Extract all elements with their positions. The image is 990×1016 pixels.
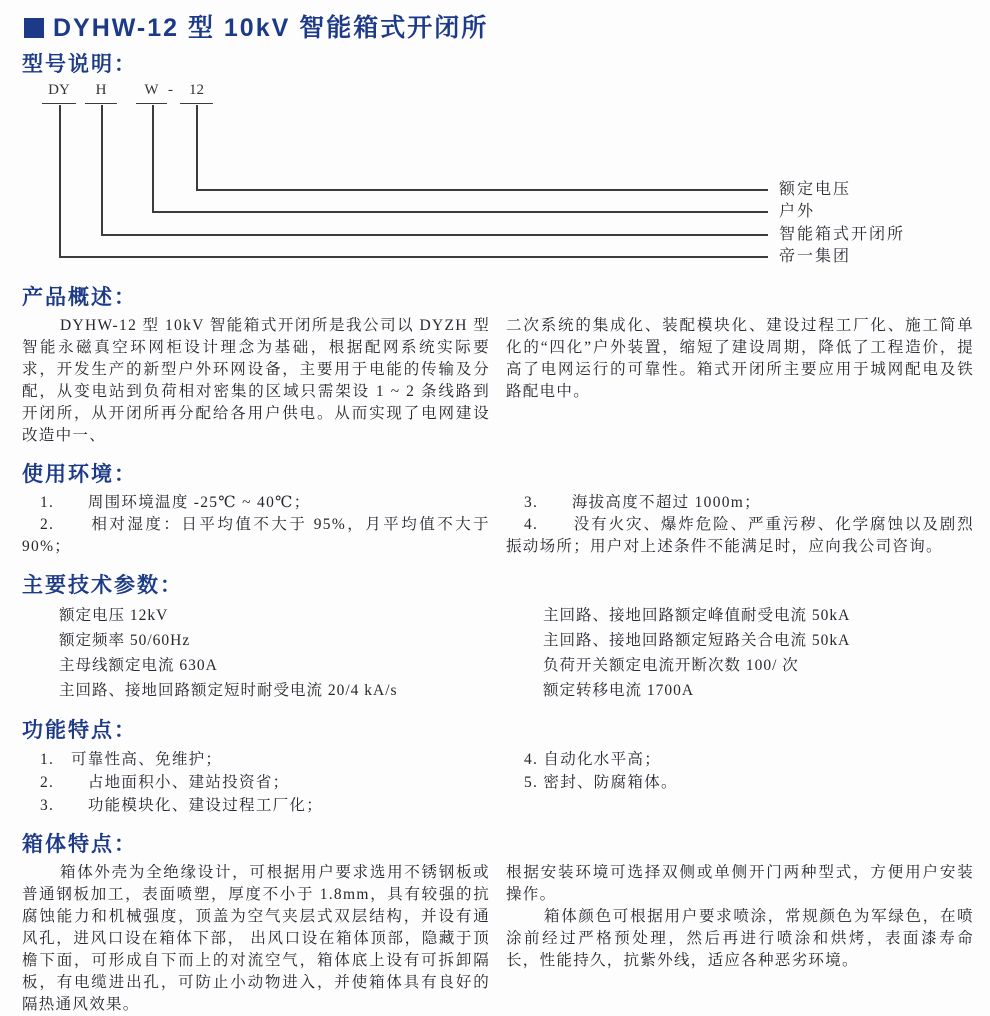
environment-right-column: [506, 492, 974, 558]
cabinet-right-column: [506, 862, 974, 1016]
section-environment: [22, 462, 974, 558]
section-heading-model-explanation: 型号说明：: [22, 52, 137, 76]
diagram-hline-switching-station: [101, 234, 768, 236]
diagram-vline-h: [101, 105, 103, 234]
model-label-group: 帝一集团: [779, 248, 852, 265]
feature-item-4: 4. 自动化水平高；: [524, 751, 662, 768]
model-segment-dash: -: [168, 82, 173, 98]
model-code-diagram: [22, 82, 974, 270]
section-heading-features: 功能特点：: [22, 718, 137, 742]
model-label-rated-voltage: 额定电压: [779, 181, 852, 198]
model-segment-w: W: [136, 82, 167, 104]
section-parameters: [22, 573, 974, 703]
diagram-vline-12: [196, 105, 198, 189]
section-heading-parameters: 主要技术参数：: [22, 573, 183, 597]
parameter-rated-voltage: 额定电压 12kV: [59, 607, 169, 624]
page-header: [24, 14, 974, 42]
diagram-hline-outdoor: [152, 211, 768, 213]
feature-item-5: 5. 密封、防腐箱体。: [524, 774, 678, 791]
features-right-column: [506, 748, 974, 817]
diagram-hline-group: [59, 256, 768, 258]
model-label-switching-station: 智能箱式开闭所: [779, 226, 906, 243]
section-heading-cabinet: 箱体特点：: [22, 832, 137, 856]
environment-item-3: 3. 海拔高度不超过 1000m；: [524, 494, 761, 511]
overview-right-column: [506, 315, 974, 447]
environment-item-1: 1. 周围环境温度 -25℃ ~ 40℃；: [40, 494, 311, 511]
environment-item-4: 4. 没有火灾、爆炸危险、严重污秽、化学腐蚀以及剧烈振动场所；用户对上述条件不能满足时，应向我公司咨询。: [506, 516, 974, 555]
cabinet-right-paragraph-1: 根据安装环境可选择双侧或单侧开门两种型式，方便用户安装操作。: [506, 864, 974, 903]
overview-right-paragraph: 二次系统的集成化、装配模块化、建设过程工厂化、施工简单化的“四化”户外装置，缩短了建设周期，降低了工程造价，提高了电网运行的可靠性。箱式开闭所主要应用于城网配电及铁路配电中。: [506, 317, 974, 400]
feature-item-3: 3. 功能模块化、建设过程工厂化；: [40, 797, 324, 814]
parameters-left-column: [22, 603, 490, 703]
section-heading-overview: 产品概述：: [22, 285, 137, 309]
overview-left-paragraph: DYHW-12 型 10kV 智能箱式开闭所是我公司以 DYZH 型智能永磁真空环网柜设计理念为基础，根据配网系统实际要求，开发生产的新型户外环网设备，主要用于电能的传输及分配，从变电站到负荷相对密集的区域只需架设 1 ~ 2 条线路到开闭所，从开闭所再分配给各用户供电。从而实现了电网建设改造中一、: [22, 317, 490, 444]
parameter-busbar-current: 主母线额定电流 630A: [59, 657, 218, 674]
parameter-transfer-current: 额定转移电流 1700A: [543, 682, 695, 699]
model-segment-12: 12: [180, 82, 213, 104]
model-segment-h: H: [85, 82, 117, 104]
parameter-short-time-withstand: 主回路、接地回路额定短时耐受电流 20/4 kA/s: [59, 682, 398, 699]
overview-left-column: [22, 315, 490, 447]
parameter-short-circuit-making: 主回路、接地回路额定短路关合电流 50kA: [543, 632, 851, 649]
environment-left-column: [22, 492, 490, 558]
feature-item-1: 1. 可靠性高、免维护；: [40, 751, 223, 768]
cabinet-right-paragraph-2: 箱体颜色可根据用户要求喷涂，常规颜色为军绿色，在喷涂前经过严格预处理，然后再进行喷涂和烘烤，表面漆寿命长，性能持久，抗紫外线，适应各种恶劣环境。: [506, 908, 974, 969]
page-title: DYHW-12 型 10kV 智能箱式开闭所: [53, 14, 489, 42]
model-label-outdoor: 户外: [779, 203, 816, 220]
environment-item-2: 2. 相对湿度：日平均值不大于 95%，月平均值不大于 90%；: [22, 516, 490, 555]
cabinet-left-column: [22, 862, 490, 1016]
section-features: [22, 718, 974, 817]
diagram-hline-rated-voltage: [196, 189, 768, 191]
diagram-vline-w: [152, 105, 154, 211]
features-left-column: [22, 748, 490, 817]
parameter-peak-withstand: 主回路、接地回路额定峰值耐受电流 50kA: [543, 607, 851, 624]
section-heading-environment: 使用环境：: [22, 462, 137, 486]
title-marker-square-icon: [24, 18, 44, 38]
section-cabinet: [22, 832, 974, 1016]
diagram-vline-dy: [59, 105, 61, 256]
parameter-rated-frequency: 额定频率 50/60Hz: [59, 632, 191, 649]
model-segment-dy: DY: [42, 82, 76, 104]
cabinet-left-paragraph: 箱体外壳为全绝缘设计，可根据用户要求选用不锈钢板或普通钢板加工，表面喷塑，厚度不小于 1.8mm，具有较强的抗腐蚀能力和机械强度，顶盖为空气夹层式双层结构，并设有通风孔，进风口设在箱体下部， 出风口设在箱体顶部，隐藏于顶檐下面，可形成自下而上的对流空气，箱体底上设有可拆卸隔板，有电缆进出孔，可防止小动物进入，并使箱体具有良好的隔热通风效果。: [22, 864, 490, 1013]
parameter-breaking-times: 负荷开关额定电流开断次数 100/ 次: [543, 657, 799, 674]
section-overview: [22, 285, 974, 447]
parameters-right-column: [506, 603, 974, 703]
feature-item-2: 2. 占地面积小、建站投资省；: [40, 774, 290, 791]
